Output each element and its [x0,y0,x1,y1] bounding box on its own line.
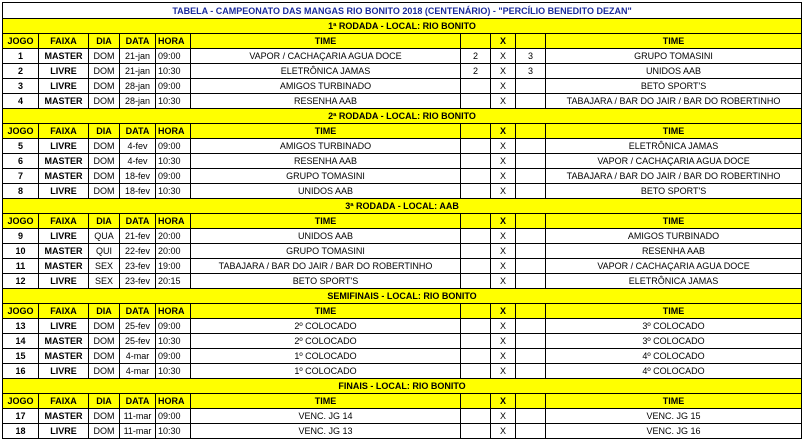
game-row [3,274,802,289]
game-category: LIVRE [39,79,89,94]
header-score-home [461,124,491,139]
header-score-away [516,124,546,139]
game-category: MASTER [39,169,89,184]
home-score [461,349,491,364]
game-category: MASTER [39,49,89,64]
home-team: GRUPO TOMASINI [191,169,461,184]
versus-mark: X [491,139,516,154]
header-hora: HORA [156,214,191,229]
header-time-away: TIME [546,124,802,139]
away-team: TABAJARA / BAR DO JAIR / BAR DO ROBERTINHO [546,169,802,184]
game-row [3,169,802,184]
game-date: 4-fev [120,154,156,169]
game-time: 10:30 [156,184,191,199]
game-time: 10:30 [156,64,191,79]
home-team: VAPOR / CACHAÇARIA AGUA DOCE [191,49,461,64]
header-score-away [516,394,546,409]
versus-mark: X [491,274,516,289]
away-score [516,169,546,184]
game-date: 4-mar [120,364,156,379]
game-number: 17 [3,409,39,424]
header-time-away: TIME [546,214,802,229]
header-faixa: FAIXA [39,214,89,229]
home-score [461,364,491,379]
versus-mark: X [491,334,516,349]
game-weekday: DOM [89,154,120,169]
game-time: 10:30 [156,364,191,379]
home-score [461,259,491,274]
header-time-home: TIME [191,124,461,139]
away-team: ELETRÔNICA JAMAS [546,274,802,289]
header-data: DATA [120,124,156,139]
game-row [3,229,802,244]
header-data: DATA [120,34,156,49]
game-category: MASTER [39,349,89,364]
game-weekday: DOM [89,94,120,109]
header-data: DATA [120,394,156,409]
game-row [3,94,802,109]
versus-mark: X [491,169,516,184]
game-date: 23-fev [120,259,156,274]
away-score [516,244,546,259]
game-date: 4-fev [120,139,156,154]
game-number: 1 [3,49,39,64]
away-team: BETO SPORT'S [546,184,802,199]
game-number: 8 [3,184,39,199]
home-team: 2º COLOCADO [191,334,461,349]
away-score [516,229,546,244]
game-weekday: DOM [89,349,120,364]
home-team: RESENHA AAB [191,94,461,109]
game-row [3,409,802,424]
game-number: 5 [3,139,39,154]
game-time: 19:00 [156,259,191,274]
home-score [461,184,491,199]
header-time-away: TIME [546,34,802,49]
game-number: 10 [3,244,39,259]
away-team: VAPOR / CACHAÇARIA AGUA DOCE [546,154,802,169]
header-dia: DIA [89,304,120,319]
header-row [3,304,802,319]
header-jogo: JOGO [3,214,39,229]
game-time: 09:00 [156,349,191,364]
away-score [516,364,546,379]
header-faixa: FAIXA [39,34,89,49]
away-score [516,424,546,439]
header-row [3,124,802,139]
away-team: GRUPO TOMASINI [546,49,802,64]
header-jogo: JOGO [3,394,39,409]
game-weekday: DOM [89,424,120,439]
round-title: 3ª RODADA - LOCAL: AAB [3,199,802,214]
schedule-sheet [2,2,801,439]
game-row [3,259,802,274]
game-number: 7 [3,169,39,184]
header-jogo: JOGO [3,304,39,319]
home-score: 2 [461,49,491,64]
home-score [461,79,491,94]
away-team: AMIGOS TURBINADO [546,229,802,244]
home-team: GRUPO TOMASINI [191,244,461,259]
round-title: 1ª RODADA - LOCAL: RIO BONITO [3,19,802,34]
away-score [516,154,546,169]
home-team: VENC. JG 13 [191,424,461,439]
home-team: 1º COLOCADO [191,349,461,364]
home-team: UNIDOS AAB [191,229,461,244]
header-data: DATA [120,304,156,319]
game-weekday: DOM [89,409,120,424]
game-date: 21-jan [120,49,156,64]
away-team: UNIDOS AAB [546,64,802,79]
game-row [3,364,802,379]
header-hora: HORA [156,394,191,409]
header-faixa: FAIXA [39,304,89,319]
away-score [516,259,546,274]
home-team: ELETRÔNICA JAMAS [191,64,461,79]
game-weekday: DOM [89,319,120,334]
away-team: RESENHA AAB [546,244,802,259]
versus-mark: X [491,364,516,379]
game-weekday: DOM [89,64,120,79]
game-time: 09:00 [156,139,191,154]
header-hora: HORA [156,34,191,49]
header-row [3,394,802,409]
header-time-home: TIME [191,214,461,229]
game-category: LIVRE [39,274,89,289]
away-score [516,349,546,364]
away-score [516,409,546,424]
game-time: 09:00 [156,49,191,64]
game-number: 4 [3,94,39,109]
game-number: 12 [3,274,39,289]
versus-mark: X [491,79,516,94]
game-date: 18-fev [120,169,156,184]
game-row [3,244,802,259]
home-team: AMIGOS TURBINADO [191,79,461,94]
header-dia: DIA [89,394,120,409]
game-row [3,424,802,439]
header-row [3,214,802,229]
game-weekday: SEX [89,259,120,274]
header-x: X [491,34,516,49]
round-title-row [3,289,802,304]
game-date: 28-jan [120,94,156,109]
home-score [461,154,491,169]
game-weekday: DOM [89,169,120,184]
header-dia: DIA [89,124,120,139]
header-score-away [516,214,546,229]
away-team: 4º COLOCADO [546,349,802,364]
game-date: 4-mar [120,349,156,364]
game-time: 20:00 [156,244,191,259]
home-score [461,274,491,289]
versus-mark: X [491,244,516,259]
game-time: 10:30 [156,94,191,109]
game-category: LIVRE [39,184,89,199]
game-time: 20:15 [156,274,191,289]
header-x: X [491,214,516,229]
game-number: 18 [3,424,39,439]
game-date: 21-jan [120,64,156,79]
game-category: LIVRE [39,139,89,154]
game-time: 10:30 [156,334,191,349]
game-weekday: DOM [89,334,120,349]
header-row [3,34,802,49]
game-date: 23-fev [120,274,156,289]
home-score [461,169,491,184]
away-team: BETO SPORT'S [546,79,802,94]
versus-mark: X [491,64,516,79]
versus-mark: X [491,259,516,274]
home-score [461,424,491,439]
header-time-away: TIME [546,304,802,319]
table-title: TABELA - CAMPEONATO DAS MANGAS RIO BONITO 2018 (CENTENÁRIO) - "PERCÍLIO BENEDITO DEZAN" [3,3,802,19]
game-weekday: QUI [89,244,120,259]
header-dia: DIA [89,214,120,229]
home-team: 2º COLOCADO [191,319,461,334]
header-faixa: FAIXA [39,394,89,409]
versus-mark: X [491,409,516,424]
header-time-away: TIME [546,394,802,409]
schedule-table [2,2,802,439]
game-date: 28-jan [120,79,156,94]
game-time: 09:00 [156,409,191,424]
game-category: LIVRE [39,64,89,79]
game-category: MASTER [39,259,89,274]
game-date: 25-fev [120,334,156,349]
versus-mark: X [491,229,516,244]
game-category: MASTER [39,94,89,109]
game-row [3,49,802,64]
header-score-away [516,34,546,49]
header-dia: DIA [89,34,120,49]
header-hora: HORA [156,124,191,139]
home-score [461,94,491,109]
away-team: VAPOR / CACHAÇARIA AGUA DOCE [546,259,802,274]
game-number: 9 [3,229,39,244]
home-team: 1º COLOCADO [191,364,461,379]
game-row [3,139,802,154]
game-time: 09:00 [156,79,191,94]
game-number: 14 [3,334,39,349]
home-team: AMIGOS TURBINADO [191,139,461,154]
game-weekday: DOM [89,79,120,94]
home-score [461,334,491,349]
game-category: MASTER [39,334,89,349]
header-score-home [461,304,491,319]
home-score [461,319,491,334]
game-row [3,79,802,94]
game-category: LIVRE [39,364,89,379]
away-team: VENC. JG 16 [546,424,802,439]
round-title-row [3,19,802,34]
game-number: 6 [3,154,39,169]
away-score [516,79,546,94]
header-jogo: JOGO [3,34,39,49]
game-time: 10:30 [156,154,191,169]
game-number: 2 [3,64,39,79]
versus-mark: X [491,349,516,364]
away-team: 4º COLOCADO [546,364,802,379]
game-category: MASTER [39,409,89,424]
home-score [461,409,491,424]
home-team: VENC. JG 14 [191,409,461,424]
game-weekday: DOM [89,139,120,154]
away-score [516,319,546,334]
game-row [3,184,802,199]
versus-mark: X [491,49,516,64]
game-weekday: QUA [89,229,120,244]
home-team: UNIDOS AAB [191,184,461,199]
header-time-home: TIME [191,394,461,409]
away-score [516,139,546,154]
home-score [461,139,491,154]
home-score: 2 [461,64,491,79]
game-category: LIVRE [39,424,89,439]
header-score-away [516,304,546,319]
home-team: TABAJARA / BAR DO JAIR / BAR DO ROBERTINHO [191,259,461,274]
game-time: 09:00 [156,169,191,184]
home-team: BETO SPORT'S [191,274,461,289]
game-date: 21-fev [120,229,156,244]
header-score-home [461,394,491,409]
header-score-home [461,214,491,229]
game-row [3,334,802,349]
away-score: 3 [516,49,546,64]
game-time: 20:00 [156,229,191,244]
home-score [461,244,491,259]
game-time: 10:30 [156,424,191,439]
game-date: 22-fev [120,244,156,259]
away-team: 3º COLOCADO [546,319,802,334]
away-team: ELETRÔNICA JAMAS [546,139,802,154]
home-score [461,229,491,244]
header-time-home: TIME [191,304,461,319]
header-x: X [491,304,516,319]
game-date: 11-mar [120,424,156,439]
versus-mark: X [491,94,516,109]
header-x: X [491,394,516,409]
table-title-row [3,3,802,19]
game-weekday: DOM [89,184,120,199]
versus-mark: X [491,319,516,334]
game-weekday: SEX [89,274,120,289]
game-category: LIVRE [39,319,89,334]
game-number: 13 [3,319,39,334]
game-row [3,64,802,79]
header-jogo: JOGO [3,124,39,139]
away-score [516,274,546,289]
game-category: LIVRE [39,229,89,244]
round-title-row [3,109,802,124]
away-score: 3 [516,64,546,79]
game-weekday: DOM [89,49,120,64]
game-number: 15 [3,349,39,364]
game-row [3,154,802,169]
game-date: 18-fev [120,184,156,199]
away-score [516,184,546,199]
header-x: X [491,124,516,139]
header-data: DATA [120,214,156,229]
header-faixa: FAIXA [39,124,89,139]
game-time: 09:00 [156,319,191,334]
round-title-row [3,199,802,214]
round-title: 2ª RODADA - LOCAL: RIO BONITO [3,109,802,124]
game-category: MASTER [39,244,89,259]
header-time-home: TIME [191,34,461,49]
header-hora: HORA [156,304,191,319]
versus-mark: X [491,154,516,169]
game-row [3,319,802,334]
game-number: 16 [3,364,39,379]
away-team: VENC. JG 15 [546,409,802,424]
away-team: TABAJARA / BAR DO JAIR / BAR DO ROBERTINHO [546,94,802,109]
away-team: 3º COLOCADO [546,334,802,349]
game-weekday: DOM [89,364,120,379]
game-date: 11-mar [120,409,156,424]
versus-mark: X [491,424,516,439]
game-number: 3 [3,79,39,94]
versus-mark: X [491,184,516,199]
game-category: MASTER [39,154,89,169]
game-date: 25-fev [120,319,156,334]
game-row [3,349,802,364]
header-score-home [461,34,491,49]
away-score [516,94,546,109]
away-score [516,334,546,349]
round-title: FINAIS - LOCAL: RIO BONITO [3,379,802,394]
home-team: RESENHA AAB [191,154,461,169]
round-title: SEMIFINAIS - LOCAL: RIO BONITO [3,289,802,304]
game-number: 11 [3,259,39,274]
round-title-row [3,379,802,394]
